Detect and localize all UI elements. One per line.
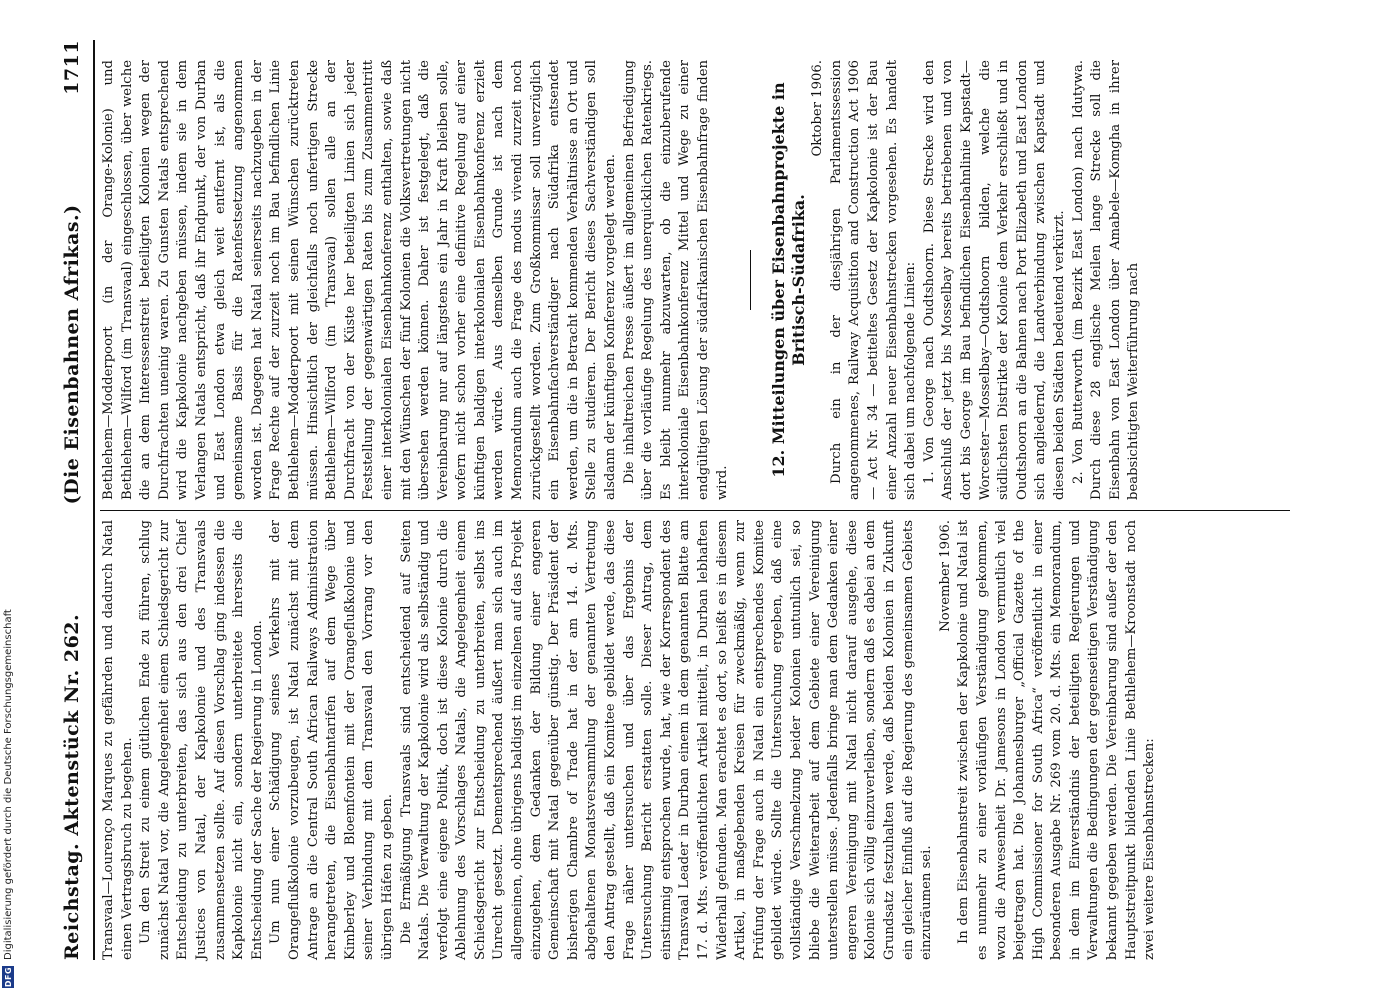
credit-text: Digitalisierung gefördert durch die Deutsche Forschungsgemeinschaft xyxy=(2,609,14,960)
paragraph: Um nun einer Schädigung seines Verkehrs mit der Orangeflußkolonie vorzubeugen, ist Natal zunächst mit dem Antrage an die Central South African Railways Administration herangetreten, die Eisenbahntarifen auf dem Wege über Kimberley und Bloemfontein mit der Orangeflußkolonie und seiner Verbindung mit dem Transvaal den Vorrang vor den übrigen Häfen zu geben. xyxy=(268,520,395,960)
page-header xyxy=(52,40,92,960)
header-left: Reichstag. Aktenstück Nr. 262. xyxy=(61,613,83,960)
section-dateline: Oktober 1906. xyxy=(810,60,826,157)
paragraph: In dem Eisenbahnstreit zwischen der Kapkolonie und Natal ist es nunmehr zu einer vorläufigen Verständigung gekommen, wozu die Anwesenheit Dr. Jamesons in London vermutlich viel beigetragen hat. Die Johannesburger „Official Gazette of the High Commissioner for South Africa“ veröffentlicht in einer besonderen Ausgabe Nr. 269 vom 20. d. Mts. ein Memorandum, in dem im Einverständnis der beteiligten Regierungen und Verwaltungen die Bedingungen der gegenseitigen Verständigung bekannt gegeben werden. Die Vereinbarung sind außer der den Hauptstreitpunkt bildenden Linie Bethlehem—Kroonstadt noch zwei weitere Eisenbahnstrecken: xyxy=(956,520,1158,960)
header-center: (Die Eisenbahnen Afrikas.) xyxy=(61,204,83,505)
dfg-logo: DFG xyxy=(3,966,13,988)
paragraph: Die Ermäßigung Transvaals sind entscheidend auf Seiten Natals. Die Verwaltung der Kapkolonie wird als selbständig und verfolgt eine eigene Politik, doch ist diese Kolonie durch die Ablehnung des Vorschlages Natals, die Angelegenheit einem Schiedsgericht zur Entscheidung zu unterbreiten, selbst ins Unrecht gesetzt. Dementsprechend äußert man sich auch im allgemeinen, ohne übrigens baldigst im einzelnen auf das Projekt einzugehen, dem Gedanken der Bildung einer engeren Gemeinschaft mit Natal gegenüber günstig. Der Präsident der bisherigen Chambre of Trade hat in der am 14. d. Mts. abgehaltenen Monatsversammlung der genannten Vertretung den Antrag gestellt, daß ein Komitee gebildet werde, das diese Frage näher untersuchen und über das Ergebnis der Untersuchung Bericht erstatten solle. Dieser Antrag, dem einstimmig entsprochen wurde, hat, wie der Korrespondent des Transvaal Leader in Durban einem in dem genannten Blatte am 17. d. Mts. veröffentlichten Artikel mitteilt, in Durban lebhaften Widerhall gefunden. Man erachtet es dort, so heißt es in diesem Artikel, in maßgebenden Kreisen für zweckmäßig, wenn zur Prüfung der Frage auch in Natal ein entsprechendes Komitee gebildet würde. Sollte die Untersuchung ergeben, daß eine vollständige Verschmelzung beider Kolonien untunlich sei, so bliebe die Weiterarbeit auf dem Gebiete einer Vereinigung unterstellen müsse. Jedenfalls bringe man dem Gedanken einer engeren Vereinigung mit Natal nicht darauf ausgehe, diese Kolonie sich völlig einzuverleiben, sondern daß es dabei an dem Grundsatz festzuhalten werde, daß beiden Kolonien in Zukunft ein gleicher Einfluß auf die Regierung des gemeinsamen Gebiets einzuräumen sei. xyxy=(398,520,935,960)
digitization-credit xyxy=(0,0,16,1000)
paragraph: Bethlehem—Modderpoort (in der Orange-Kolonie) und Bethlehem—Wilford (im Transvaal) eingeschlossen, über welche die an dem Interessenstreit beteiligten Kolonien wegen der Durchfrachten uneinig waren. Zu Gunsten Natals entsprechend wird die Kapkolonie nachgeben müssen, indem sie in dem Verlangen Natals entspricht, daß ihr Endpunkt, der von Durban und East London etwa gleich weit entfernt ist, als die gemeinsame Basis für die Ratenfestsetzung angenommen worden ist. Dagegen hat Natal seinerseits nachzugeben in der Frage Rechte auf der zurzeit noch im Bau befindlichen Linie Bethlehem—Modderpoort mit seinen Wünschen zurücktreten müssen. Hinsichtlich der gleichfalls noch unfertigen Strecke Bethlehem—Wilford (im Transvaal) sollen alle an der Durchfracht von der Küste her beteiligten Linien sich jeder Feststellung der gegenwärtigen Raten bis zum Zusammentritt einer interkolonialen Eisenbahnkonferenz enthalten, sowie daß mit den Wünschen der fünf Kolonien die Volksvertretungen nicht übersehen werden können. Daher ist festgelegt, daß die Vereinbarung nur auf längstens ein Jahr in Kraft bleiben solle, wofern nicht schon vorher eine definitive Regelung auf einer künftigen baldigen interkolonialen Eisenbahnkonferenz erzielt werden würde. Aus demselben Grunde ist nach dem Memorandum auch die Frage des modus vivendi zurzeit noch zurückgestellt worden. Zum Großkommissar soll unverzüglich ein Eisenbahnfachverständiger nach Südafrika entsendet werden, um die in Betracht kommenden Verhältnisse an Ort und Stelle zu studieren. Der Bericht dieses Sachverständigen soll alsdann der künftigen Konferenz vorgelegt werden. xyxy=(101,60,619,500)
header-rule xyxy=(93,40,95,960)
page-number: 1711 xyxy=(61,40,83,95)
column-divider xyxy=(100,510,1290,511)
section-separator xyxy=(750,250,751,310)
paragraph: Durch ein in der diesjährigen Parlamentssession angenommenes, Railway Acquisition and Construction Act 1906 — Act Nr. 34 — betiteltes Gesetz der Kapkolonie ist der Bau einer Anzahl neuer Eisenbahnstrecken vorgesehen. Es handelt sich dabei um nachfolgende Linien: xyxy=(828,60,919,500)
paragraph: Um den Streit zu einem gütlichen Ende zu führen, schlug zunächst Natal vor, die Angelegenheit einem Schiedsgericht zur Entscheidung zu unterbreiten, das sich aus den drei Chief Justices von Natal, der Kapkolonie und des Transvaals zusammensetzen sollte. Auf diesen Vorschlag ging indessen die Kapkolonie nicht ein, sondern unterbreitete ihrerseits die Entscheidung der Sache der Regierung in London. xyxy=(138,520,265,960)
paragraph: Die inhaltreichen Presse äußert im allgemeinen Befriedigung über die vorläufige Regelung des unerquicklichen Ratenkriegs. Es bleibt nunmehr abzuwarten, ob die einzuberufende interkoloniale Eisenbahnkonferenz Mittel und Wege zu einer endgültigen Lösung der südafrikanischen Eisenbahnfrage finden wird. xyxy=(621,60,730,500)
paragraph: Transvaal—Lourenço Marques zu gefährden und dadurch Natal einen Vertragsbruch zu begehen. xyxy=(101,520,135,960)
dateline: November 1906. xyxy=(937,520,953,632)
left-column xyxy=(100,520,1160,960)
paragraph: 1. Von George nach Oudtshoorn. Diese Strecke wird den Anschluß der jetzt bis Mosselbay bereits betriebenen und von dort bis George im Bau befindlichen Eisenbahnlinie Kapstadt—Worcester—Mosselbay—Oudtshoorn bilden, welche die südlichsten Distrikte der Kolonie dem Verkehr erschließt und in Oudtshoorn an die Bahnen nach Port Elizabeth und East London sich angliedernd, die Landverbindung zwischen Kapstadt und diesen beiden Städten bedeutend verkürzt. xyxy=(921,60,1067,500)
right-column xyxy=(100,60,1144,500)
paragraph: 2. Von Butterworth (im Bezirk East London) nach Idutywa. Durch diese 28 englische Meilen lange Strecke soll die Eisenbahn von East London über Amabele—Komgha in ihrer beabsichtigten Weiterführung nach xyxy=(1070,60,1142,500)
section-title: 12. Mitteilungen über Eisenbahnprojekte in Britisch-Südafrika. xyxy=(769,82,809,478)
